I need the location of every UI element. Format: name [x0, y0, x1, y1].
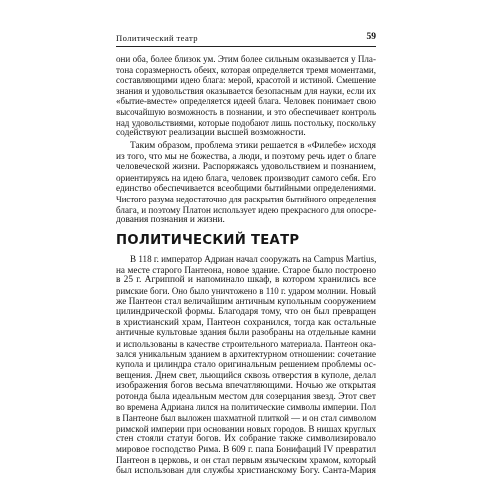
text-line: античные культовые здания были разобраны на отдельные камни — [116, 328, 376, 339]
text-line: римские боги. Оно было уничтожено в 110 г. ударом молнии. Новый — [116, 285, 376, 296]
text-line: ориентируясь на идею блага, человек производит самого себя. Его — [116, 172, 376, 183]
text-line: зался уникальным зданием в архитектурном отношении: сочетание — [116, 349, 376, 360]
text-line: изображения богов весьма впечатляющими. Ночью же открытая — [116, 381, 376, 392]
text-line: римской империи при основании новых городов. В нишах круглых — [116, 423, 377, 434]
text-line: высочайшую возможность в познании, и это обеспечивает контроль — [116, 106, 376, 117]
text-line: Пантеон в церковь, и он стал первым языческим храмом, который — [116, 455, 376, 466]
text-line: на месте старого Пантеона, новое здание. Старое было построено — [116, 264, 376, 275]
running-title: Политический театр — [116, 33, 198, 43]
text-line: Таким образом, проблема этики решается в «Филебе» исходя — [130, 141, 376, 151]
text-line: единство обеспечивается всеобщими бытийными определениями. — [116, 183, 376, 194]
text-line: В 118 г. император Адриан начал сооружать на Campus Martius, — [130, 254, 377, 264]
text-line: содействуют реализации высшей возможности. — [116, 128, 306, 139]
text-line: блага, и поэтому Платон использует идею прекрасного для опосре- — [116, 204, 377, 215]
text-line: человеческой жизни. Распоряжаясь удовольствием и познанием, — [116, 162, 376, 173]
text-line: в христианский храм, Пантеон сохранился, тогда как остальные — [116, 317, 376, 328]
text-line: знания и удовольствия оказывается безопасным для науки, если их — [116, 85, 376, 96]
text-line: тона соразмерность обеих, которая определяется тремя моментами, — [116, 64, 376, 75]
text-line: из того, что мы не божества, а люди, и поэтому речь идет о благе — [116, 151, 376, 162]
text-line: в 25 г. Агриппой и напоминало шкаф, в котором хранились все — [116, 275, 376, 286]
text-line: же Пантеон стал величайшим античным купольным сооружением — [116, 296, 376, 307]
text-line: мировое господство Рима. В 609 г. папа Бонифаций IV превратил — [116, 444, 376, 455]
paragraph-1 — [116, 54, 376, 139]
header-rule — [116, 46, 376, 47]
text-line: стен стояли статуи богов. Их собрание также символизировало — [116, 434, 376, 445]
text-line: вещения. Днем свет, льющийся сквозь отверстия в куполе, делал — [116, 370, 376, 381]
section-heading: ПОЛИТИЧЕСКИЙ ТЕАТР — [116, 233, 300, 248]
text-line: цилиндрической формы. Благодаря тому, что он был превращен — [116, 306, 376, 317]
text-line: купола и цилиндра стало оригинальным решением проблемы ос- — [116, 359, 376, 370]
text-line: Чистого разума недостаточно для раскрытия бытийного определения — [116, 193, 376, 204]
paragraph-2 — [116, 141, 376, 226]
text-line: составляющими идею блага: мерой, красотой и истиной. Смешение — [116, 75, 376, 86]
page-number: 59 — [366, 32, 376, 42]
text-line: во времена Адриана лился на политические символы империи. Пол — [116, 402, 376, 413]
text-line: ротонда была идеальным местом для созерцания звезд. Этот свет — [116, 391, 376, 402]
text-line: дования познания и жизни. — [116, 215, 225, 226]
paragraph-3 — [116, 254, 376, 476]
text-line: и использованы в качестве строительного материала. Пантеон ока- — [116, 338, 376, 349]
text-line: в Пантеоне был выложен шахматной плиткой — и он стал символом — [116, 412, 377, 423]
text-line: был использован для службы христианскому Богу. Санта-Мария — [116, 465, 376, 476]
text-line: они оба, более близок ум. Этим более сильным оказывается у Пла- — [116, 54, 376, 64]
text-line: «бытие-вместе» определяется идеей блага. Человек понимает свою — [116, 96, 376, 107]
text-line: над удовольствиями, которые подобают лишь постольку, поскольку — [116, 117, 376, 128]
